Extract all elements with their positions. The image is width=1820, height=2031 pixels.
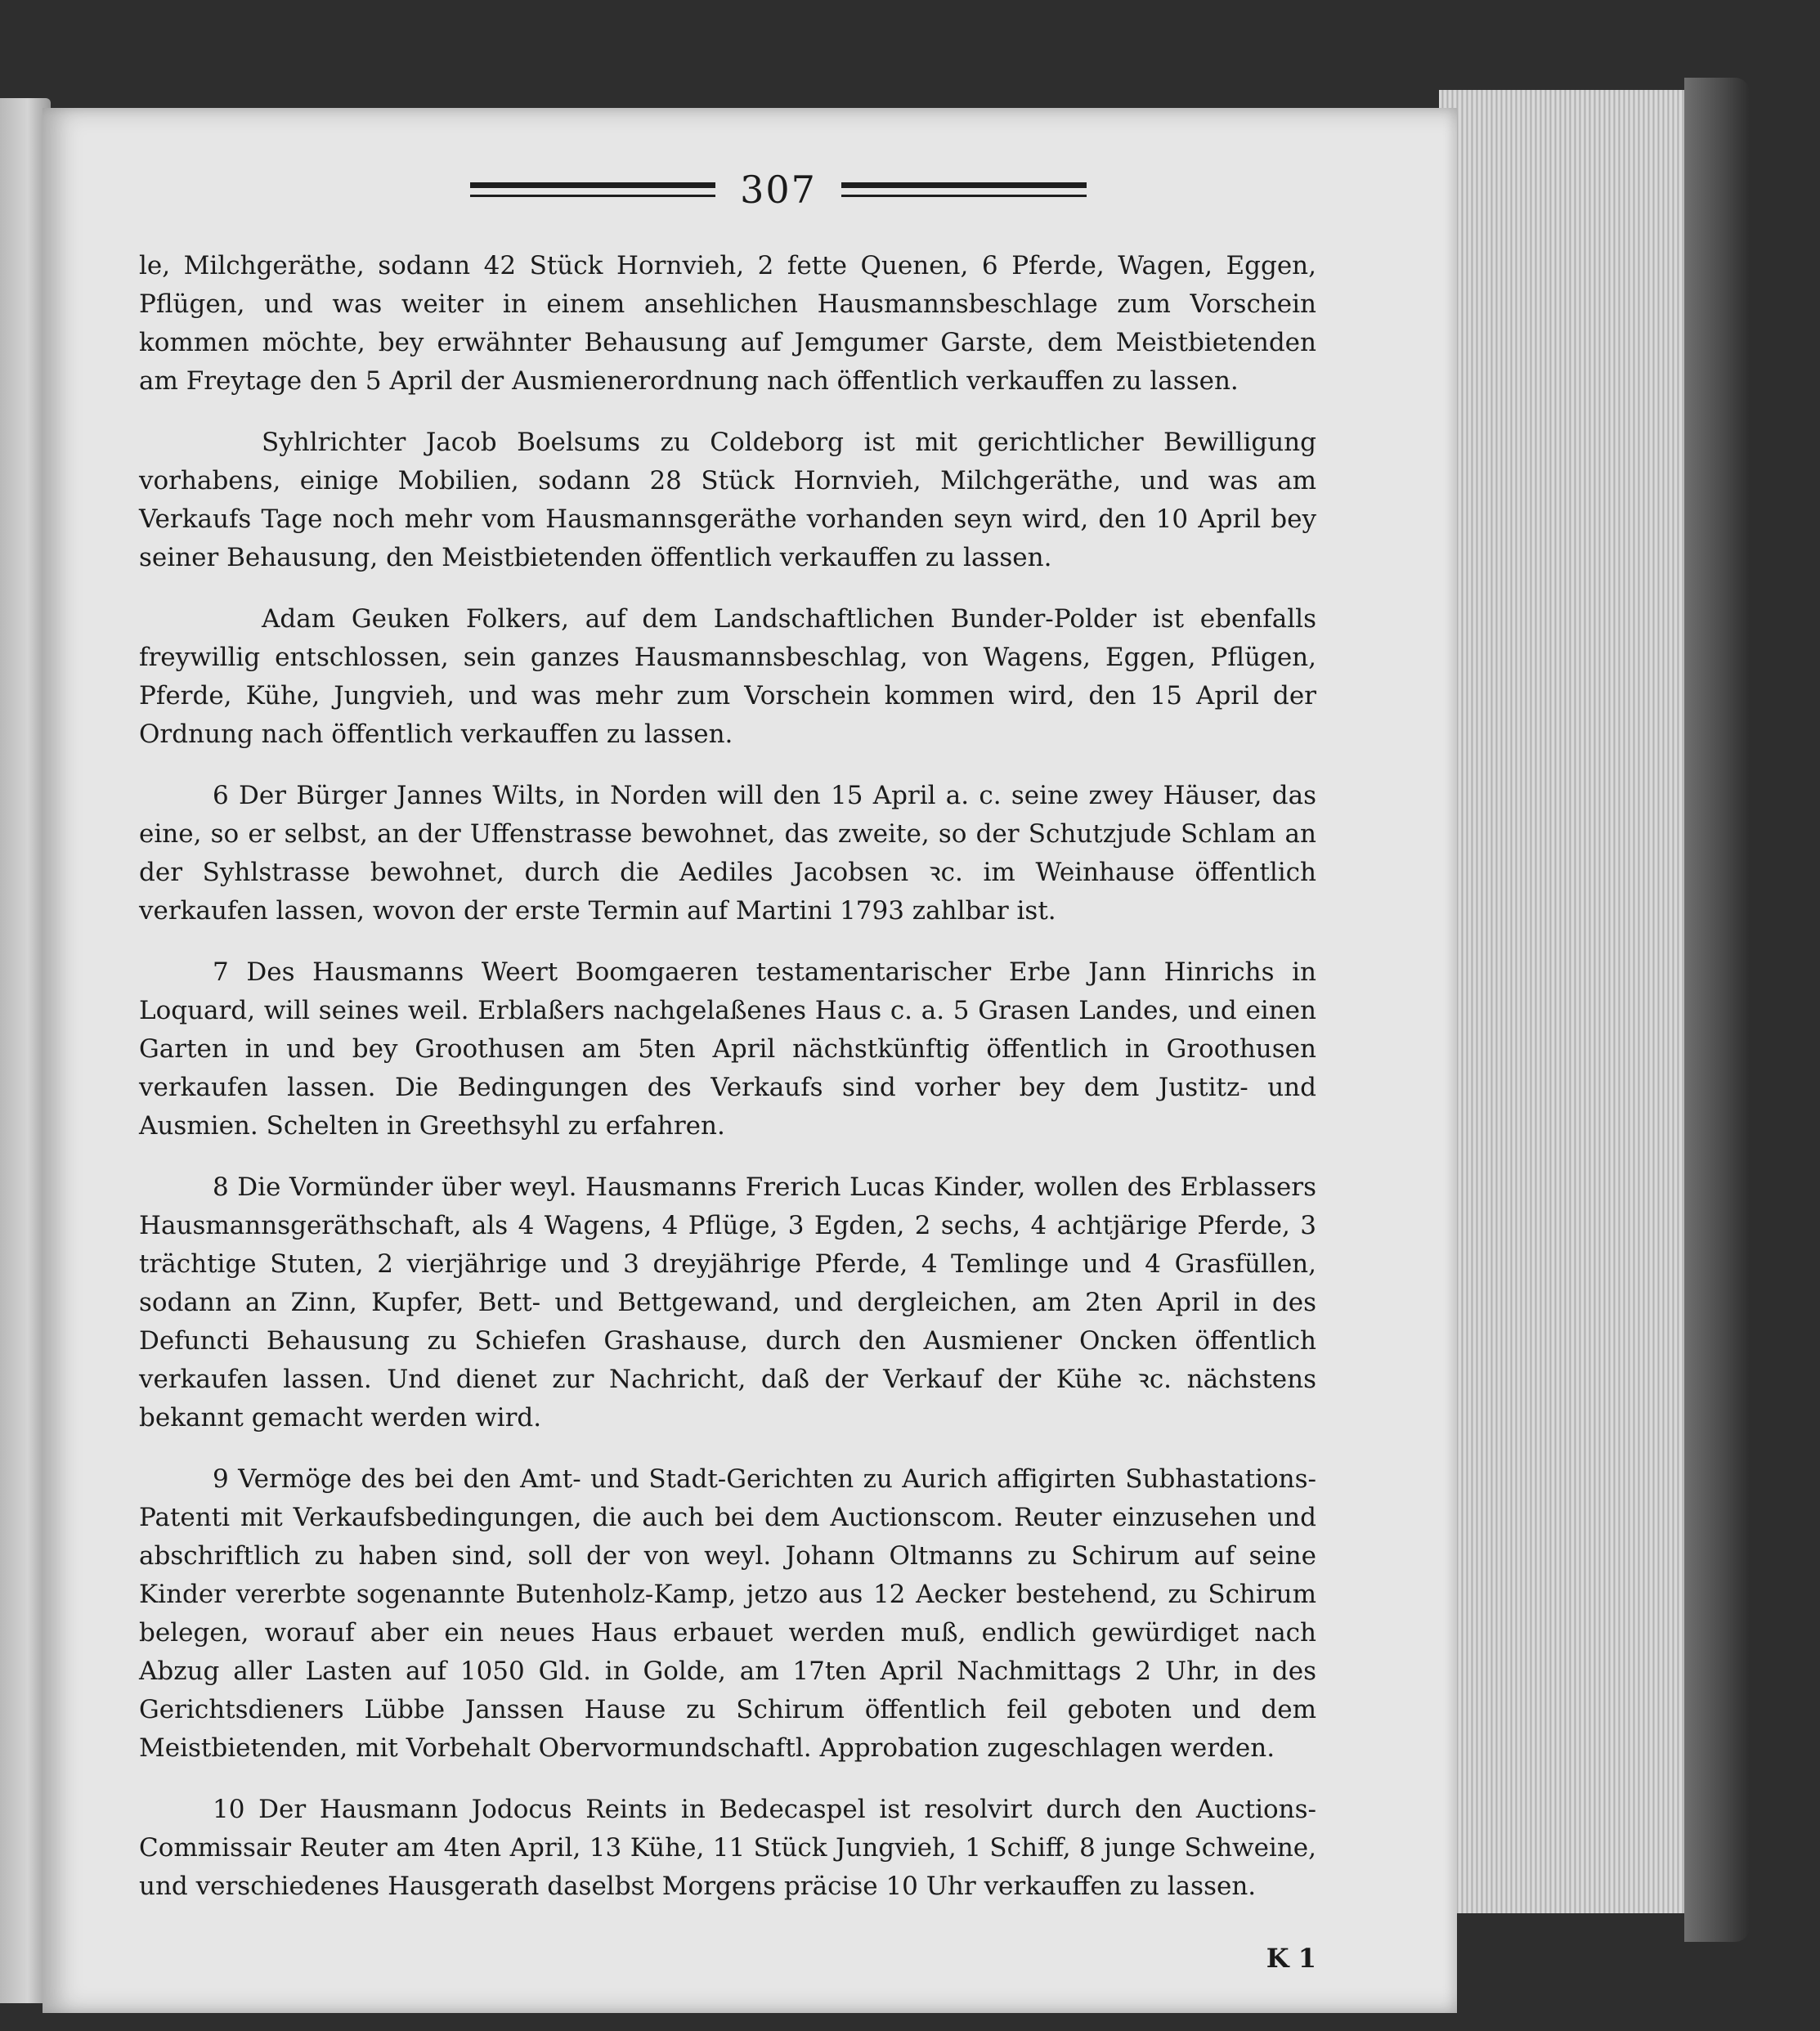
paragraph-folkers: Adam Geuken Folkers, auf dem Landschaftlichen Bunder-Polder ist ebenfalls freywillig entschlossen, sein ganzes Hausmannsbeschlag, von Wagens, Eggen, Pflügen, Pferde, Kühe, Jungvieh, und was mehr zum Vorschein kommen wird, den 15 April der Ordnung nach öffentlich verkauffen zu lassen.	[139, 604, 1316, 749]
page-header	[427, 165, 1130, 214]
paragraph-boelsums: Syhlrichter Jacob Boelsums zu Coldeborg ist mit gerichtlicher Bewilligung vorhabens, einige Mobilien, sodann 28 Stück Hornvieh, Milchgeräthe, und was am Verkaufs Tage noch mehr vom Hausmannsgeräthe vorhanden seyn wird, den 10 April bey seiner Behausung, den Meistbietenden öffentlich verkauffen zu lassen.	[139, 428, 1316, 572]
printer-signature: K 1	[1266, 1943, 1316, 1974]
paragraph-item-6: 6 Der Bürger Jannes Wilts, in Norden will den 15 April a. c. seine zwey Häuser, das eine, so er selbst, an der Uffenstrasse bewohnet, das zweite, so der Schutzjude Schlam an der Syhlstrasse bewohnet, durch die Aediles Jacobsen ꝛc. im Weinhause öffentlich verkaufen lassen, wovon der erste Termin auf Martini 1793 zahlbar ist.	[139, 781, 1316, 926]
page-body	[139, 247, 1316, 1974]
paragraph-continuation: le, Milchgeräthe, sodann 42 Stück Hornvieh, 2 fette Quenen, 6 Pferde, Wagen, Eggen, Pflügen, und was weiter in einem ansehlichen Hausmannsbeschlage zum Vorschein kommen möchte, bey erwähnter Behausung auf Jemgumer Garste, dem Meistbietenden am Freytage den 5 April der Ausmienerordnung nach öffentlich verkauffen zu lassen.	[139, 251, 1316, 396]
paragraph-item-9: 9 Vermöge des bei den Amt- und Stadt-Gerichten zu Aurich affigirten Subhastations-Patenti mit Verkaufsbedingungen, die auch bei dem Auctionscom. Reuter einzusehen und abschriftlich zu haben sind, soll der von weyl. Johann Oltmanns zu Schirum auf seine Kinder vererbte sogenannte Butenholz-Kamp, jetzo aus 12 Aecker bestehend, zu Schirum belegen, worauf aber ein neues Haus erbauet werden muß, endlich gewürdiget nach Abzug aller Lasten auf 1050 Gld. in Golde, am 17ten April Nachmittags 2 Uhr, in des Gerichtsdieners Lübbe Janssen Hause zu Schirum öffentlich feil geboten und dem Meistbietenden, mit Vorbehalt Obervormundschaftl. Approbation zugeschlagen werden.	[139, 1464, 1316, 1763]
book-cover-edge	[1684, 78, 1750, 1942]
paragraph-item-8: 8 Die Vormünder über weyl. Hausmanns Frerich Lucas Kinder, wollen des Erblassers Hausmannsgeräthschaft, als 4 Wagens, 4 Pflüge, 3 Egden, 2 sechs, 4 achtjärige Pferde, 3 trächtige Stuten, 2 vierjährige und 3 dreyjährige Pferde, 4 Temlinge und 4 Grasfüllen, sodann an Zinn, Kupfer, Bett- und Bettgewand, und dergleichen, am 2ten April in des Defuncti Behausung zu Schiefen Grashause, durch den Ausmiener Oncken öffentlich verkaufen lassen. Und dienet zur Nachricht, daß der Verkauf der Kühe ꝛc. nächstens bekannt gemacht werden wird.	[139, 1172, 1316, 1432]
page-number: 307	[740, 168, 817, 212]
page-block-edge	[1439, 90, 1717, 1913]
header-rule-left	[470, 182, 715, 197]
header-rule-right	[841, 182, 1087, 197]
printed-page	[43, 108, 1457, 2013]
paragraph-item-10: 10 Der Hausmann Jodocus Reints in Bedecaspel ist resolvirt durch den Auctions-Commissair Reuter am 4ten April, 13 Kühe, 11 Stück Jungvieh, 1 Schiff, 8 junge Schweine, und verschiedenes Hausgerath daselbst Morgens präcise 10 Uhr verkauffen zu lassen.	[139, 1795, 1316, 1901]
paragraph-item-7: 7 Des Hausmanns Weert Boomgaeren testamentarischer Erbe Jann Hinrichs in Loquard, will seines weil. Erblaßers nachgelaßenes Haus c. a. 5 Grasen Landes, und einen Garten in und bey Groothusen am 5ten April nächstkünftig öffentlich in Groothusen verkaufen lassen. Die Bedingungen des Verkaufs sind vorher bey dem Justitz- und Ausmien. Schelten in Greethsyhl zu erfahren.	[139, 957, 1316, 1141]
